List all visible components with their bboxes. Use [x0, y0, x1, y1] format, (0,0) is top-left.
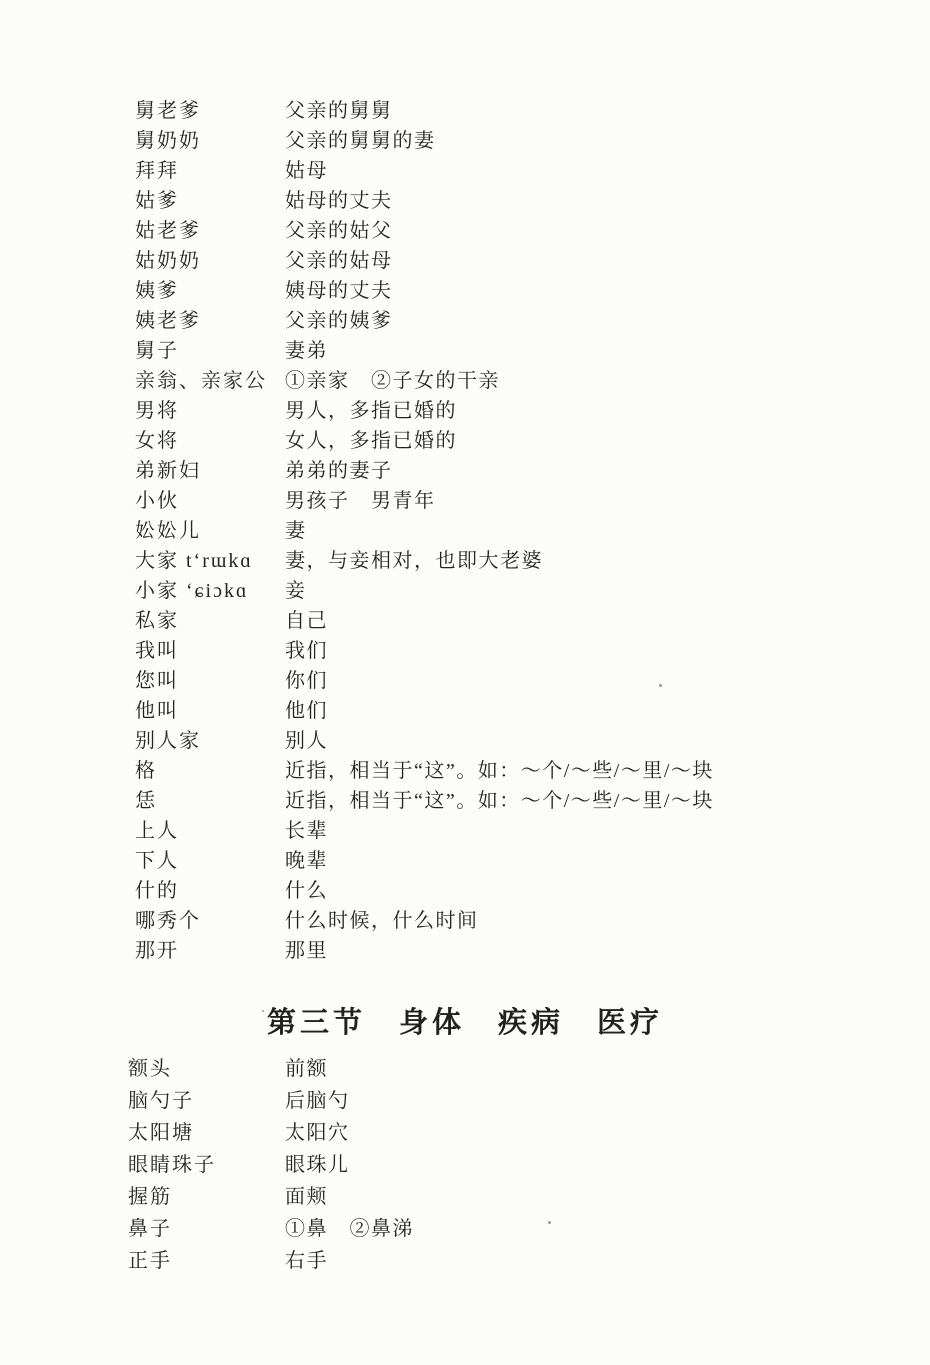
- dialect-term: 那开: [135, 940, 179, 962]
- term-definition: 什么时候，什么时间: [285, 910, 479, 932]
- glossary-row: [0, 844, 930, 874]
- dialect-term: 哪秀个: [135, 910, 201, 932]
- term-definition: 弟弟的妻子: [285, 460, 393, 482]
- dialect-term: 小伙: [135, 490, 179, 512]
- glossary-row: [0, 274, 930, 304]
- term-definition: 妻: [285, 520, 307, 542]
- term-definition: ①亲家 ②子女的干亲: [285, 370, 500, 392]
- term-definition: 父亲的舅舅: [285, 100, 393, 122]
- glossary-row: [0, 724, 930, 754]
- dialect-term: 他叫: [135, 700, 179, 722]
- dialect-term: 弟新妇: [135, 460, 201, 482]
- glossary-row: [0, 424, 930, 454]
- glossary-row: [0, 814, 930, 844]
- dialect-term: 鼻子: [128, 1218, 172, 1240]
- dialect-term: 别人家: [135, 730, 201, 752]
- glossary-row: [0, 154, 930, 184]
- term-definition: 面颊: [285, 1186, 328, 1208]
- dialect-term: 眼睛珠子: [128, 1154, 216, 1176]
- dialect-term: 姑奶奶: [135, 250, 201, 272]
- glossary-row: [0, 574, 930, 604]
- glossary-row: [0, 394, 930, 424]
- term-definition: 女人，多指已婚的: [285, 430, 457, 452]
- dialect-term: 妐妐儿: [135, 520, 201, 542]
- dialect-term: 大家 t‘rɯkɑ: [135, 550, 253, 572]
- dialect-term: 男将: [135, 400, 179, 422]
- term-definition: 自己: [285, 610, 328, 632]
- dialect-term: 舅奶奶: [135, 130, 201, 152]
- dialect-term: 上人: [135, 820, 179, 842]
- glossary-row: [0, 334, 930, 364]
- term-definition: 他们: [285, 700, 328, 722]
- term-definition: 妻弟: [285, 340, 328, 362]
- dialect-term: 脑勺子: [128, 1090, 194, 1112]
- glossary-row: [0, 94, 930, 124]
- dialect-term: 什的: [135, 880, 179, 902]
- term-definition: 别人: [285, 730, 328, 752]
- term-definition: 父亲的姑母: [285, 250, 393, 272]
- dialect-term: 下人: [135, 850, 179, 872]
- glossary-row: [0, 604, 930, 634]
- term-definition: 妻，与妾相对，也即大老婆: [285, 550, 543, 572]
- term-definition: 父亲的舅舅的妻: [285, 130, 436, 152]
- dialect-term: 姑爹: [135, 190, 179, 212]
- term-definition: 父亲的姑父: [285, 220, 393, 242]
- glossary-row: [0, 1116, 930, 1148]
- term-definition: 后脑勺: [285, 1090, 350, 1112]
- scan-speck: [548, 1221, 551, 1224]
- term-definition: 男孩子 男青年: [285, 490, 436, 512]
- dialect-term: 女将: [135, 430, 179, 452]
- term-definition: 什么: [285, 880, 328, 902]
- glossary-row: [0, 304, 930, 334]
- dialect-term: 额头: [128, 1058, 172, 1080]
- dialect-term: 拜拜: [135, 160, 179, 182]
- glossary-row: [0, 454, 930, 484]
- glossary-row: [0, 1212, 930, 1244]
- glossary-row: [0, 514, 930, 544]
- glossary-row: [0, 1084, 930, 1116]
- glossary-row: [0, 694, 930, 724]
- dialect-term: 舅老爹: [135, 100, 201, 122]
- term-definition: 长辈: [285, 820, 328, 842]
- glossary-row: [0, 484, 930, 514]
- glossary-row: [0, 364, 930, 394]
- term-definition: 近指，相当于“这”。如：～个/～些/～里/～块: [285, 790, 714, 812]
- term-definition: 父亲的姨爹: [285, 310, 393, 332]
- dialect-term: 您叫: [135, 670, 179, 692]
- glossary-row: [0, 874, 930, 904]
- glossary-section-kinship: [0, 94, 930, 964]
- glossary-row: [0, 184, 930, 214]
- term-definition: 姨母的丈夫: [285, 280, 393, 302]
- glossary-row: [0, 544, 930, 574]
- term-definition: 眼珠儿: [285, 1154, 350, 1176]
- term-definition: 晚辈: [285, 850, 328, 872]
- term-definition: 近指，相当于“这”。如：～个/～些/～里/～块: [285, 760, 714, 782]
- term-definition: 姑母的丈夫: [285, 190, 393, 212]
- scan-speck: [659, 684, 662, 687]
- glossary-row: [0, 1052, 930, 1084]
- term-definition: 前额: [285, 1058, 328, 1080]
- glossary-row: [0, 934, 930, 964]
- dialect-term: 舅子: [135, 340, 179, 362]
- glossary-row: [0, 1148, 930, 1180]
- dialect-term: 小家 ‘ɕiɔkɑ: [135, 580, 249, 602]
- dialect-term: 姑老爹: [135, 220, 201, 242]
- glossary-row: [0, 1180, 930, 1212]
- glossary-row: [0, 904, 930, 934]
- dialect-term: 格: [135, 760, 157, 782]
- term-definition: 妾: [285, 580, 307, 602]
- glossary-row: [0, 1244, 930, 1276]
- scan-speck: [262, 1010, 264, 1012]
- dialect-term: 握筋: [128, 1186, 172, 1208]
- dialect-term: 姨爹: [135, 280, 179, 302]
- glossary-section-body: [0, 1052, 930, 1276]
- glossary-row: [0, 124, 930, 154]
- term-definition: 我们: [285, 640, 328, 662]
- term-definition: 那里: [285, 940, 328, 962]
- glossary-row: [0, 664, 930, 694]
- term-definition: 太阳穴: [285, 1122, 350, 1144]
- dialect-term: 亲翁、亲家公: [135, 370, 267, 392]
- dialect-term: 姨老爹: [135, 310, 201, 332]
- term-definition: 你们: [285, 670, 328, 692]
- dialect-term: 我叫: [135, 640, 179, 662]
- glossary-row: [0, 214, 930, 244]
- glossary-row: [0, 244, 930, 274]
- term-definition: 右手: [285, 1250, 328, 1272]
- glossary-row: [0, 634, 930, 664]
- dialect-term: 恁: [135, 790, 157, 812]
- term-definition: ①鼻 ②鼻涕: [285, 1218, 414, 1240]
- dialect-term: 太阳塘: [128, 1122, 194, 1144]
- dialect-term: 私家: [135, 610, 179, 632]
- glossary-row: [0, 754, 930, 784]
- dialect-term: 正手: [128, 1250, 172, 1272]
- section-heading: 第三节 身体 疾病 医疗: [266, 1007, 663, 1039]
- glossary-row: [0, 784, 930, 814]
- term-definition: 姑母: [285, 160, 328, 182]
- term-definition: 男人，多指已婚的: [285, 400, 457, 422]
